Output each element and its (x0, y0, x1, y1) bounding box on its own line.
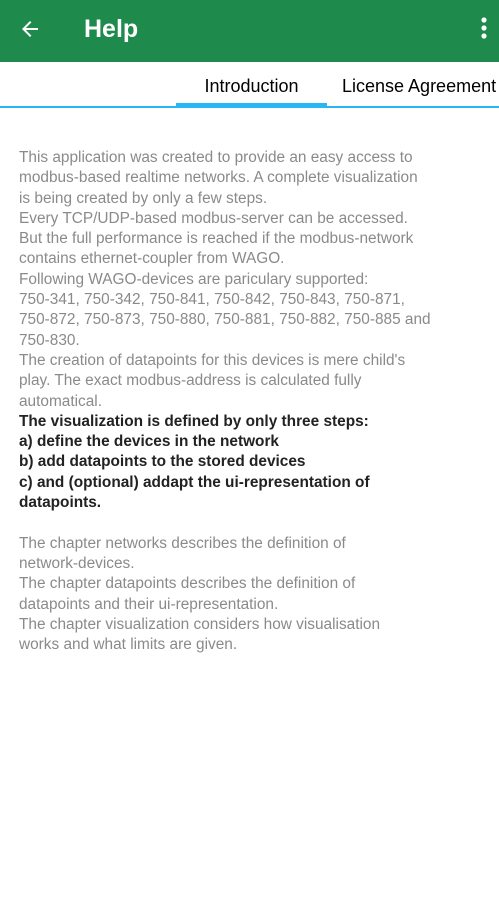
intro-line: automatical. (19, 392, 102, 410)
step-item: b) add datapoints to the stored devices (19, 453, 306, 471)
arrow-left-icon (18, 17, 42, 41)
intro-line: But the full performance is reached if the modbus-network (19, 230, 414, 248)
chapter-line: datapoints and their ui-representation. (19, 595, 279, 613)
back-button[interactable] (10, 9, 50, 49)
chapter-line: network-devices. (19, 554, 135, 572)
intro-line: is being created by only a few steps. (19, 189, 268, 207)
tab-introduction[interactable]: Introduction (204, 76, 299, 96)
intro-line: contains ethernet-coupler from WAGO. (19, 250, 285, 268)
tab-bar (0, 62, 499, 108)
chapter-line: The chapter visualization considers how visualisation (19, 615, 381, 633)
page-title: Help (84, 15, 139, 43)
more-vert-icon (481, 17, 487, 39)
intro-line: The creation of datapoints for this devices is mere child's (19, 351, 406, 369)
step-item: datapoints. (19, 494, 102, 512)
intro-line: Every TCP/UDP-based modbus-server can be accessed. (19, 209, 408, 227)
intro-line: 750-830. (19, 331, 80, 349)
intro-line: 750-872, 750-873, 750-880, 750-881, 750-882, 750-885 and (19, 311, 431, 329)
intro-line: Following WAGO-devices are pariculary supported: (19, 270, 369, 288)
steps-heading: The visualization is defined by only three steps: (19, 412, 369, 430)
selected-tab-indicator (176, 103, 327, 108)
intro-line: modbus-based realtime networks. A complete visualization (19, 169, 418, 187)
intro-line: play. The exact modbus-address is calculated fully (19, 372, 362, 390)
intro-line: This application was created to provide an easy access to (19, 149, 413, 166)
step-item: a) define the devices in the network (19, 433, 279, 451)
intro-line: 750-341, 750-342, 750-841, 750-842, 750-843, 750-871, (19, 291, 405, 309)
chapter-line: The chapter networks describes the definition of (19, 534, 346, 552)
step-item: c) and (optional) addapt the ui-representation of (19, 473, 370, 491)
app-bar (0, 0, 499, 62)
chapter-line: The chapter datapoints describes the definition of (19, 575, 356, 593)
paragraph-spacer (19, 513, 491, 533)
chapter-line: works and what limits are given. (19, 636, 238, 654)
tab-license-agreement[interactable]: License Agreement (342, 76, 497, 96)
overflow-menu-button[interactable] (471, 10, 497, 46)
help-content (19, 148, 491, 655)
